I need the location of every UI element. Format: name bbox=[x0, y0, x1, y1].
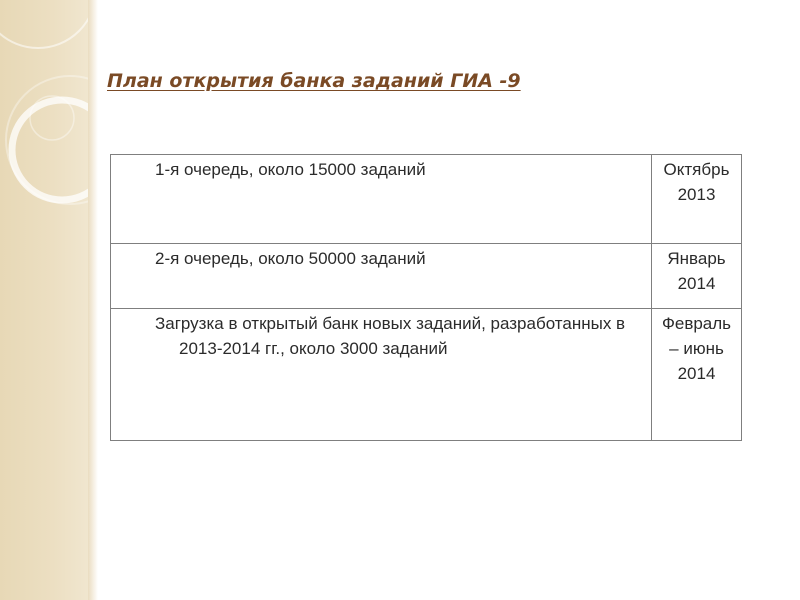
row-date: Октябрь 2013 bbox=[652, 155, 742, 244]
decorative-circles bbox=[0, 0, 88, 600]
plan-table bbox=[110, 154, 742, 441]
decorative-side-strip bbox=[0, 0, 88, 600]
slide-title: План открытия банка заданий ГИА -9 bbox=[107, 70, 521, 92]
row-description: Загрузка в открытый банк новых заданий, разработанных в 2013-2014 гг., около 3000 заданий bbox=[111, 309, 652, 441]
row-description: 1-я очередь, около 15000 заданий bbox=[111, 155, 652, 244]
table-row bbox=[111, 244, 742, 309]
row-description: 2-я очередь, около 50000 заданий bbox=[111, 244, 652, 309]
row-date: Февраль – июнь 2014 bbox=[652, 309, 742, 441]
table-row bbox=[111, 309, 742, 441]
side-strip-edge bbox=[88, 0, 98, 600]
row-date: Январь 2014 bbox=[652, 244, 742, 309]
table-row bbox=[111, 155, 742, 244]
